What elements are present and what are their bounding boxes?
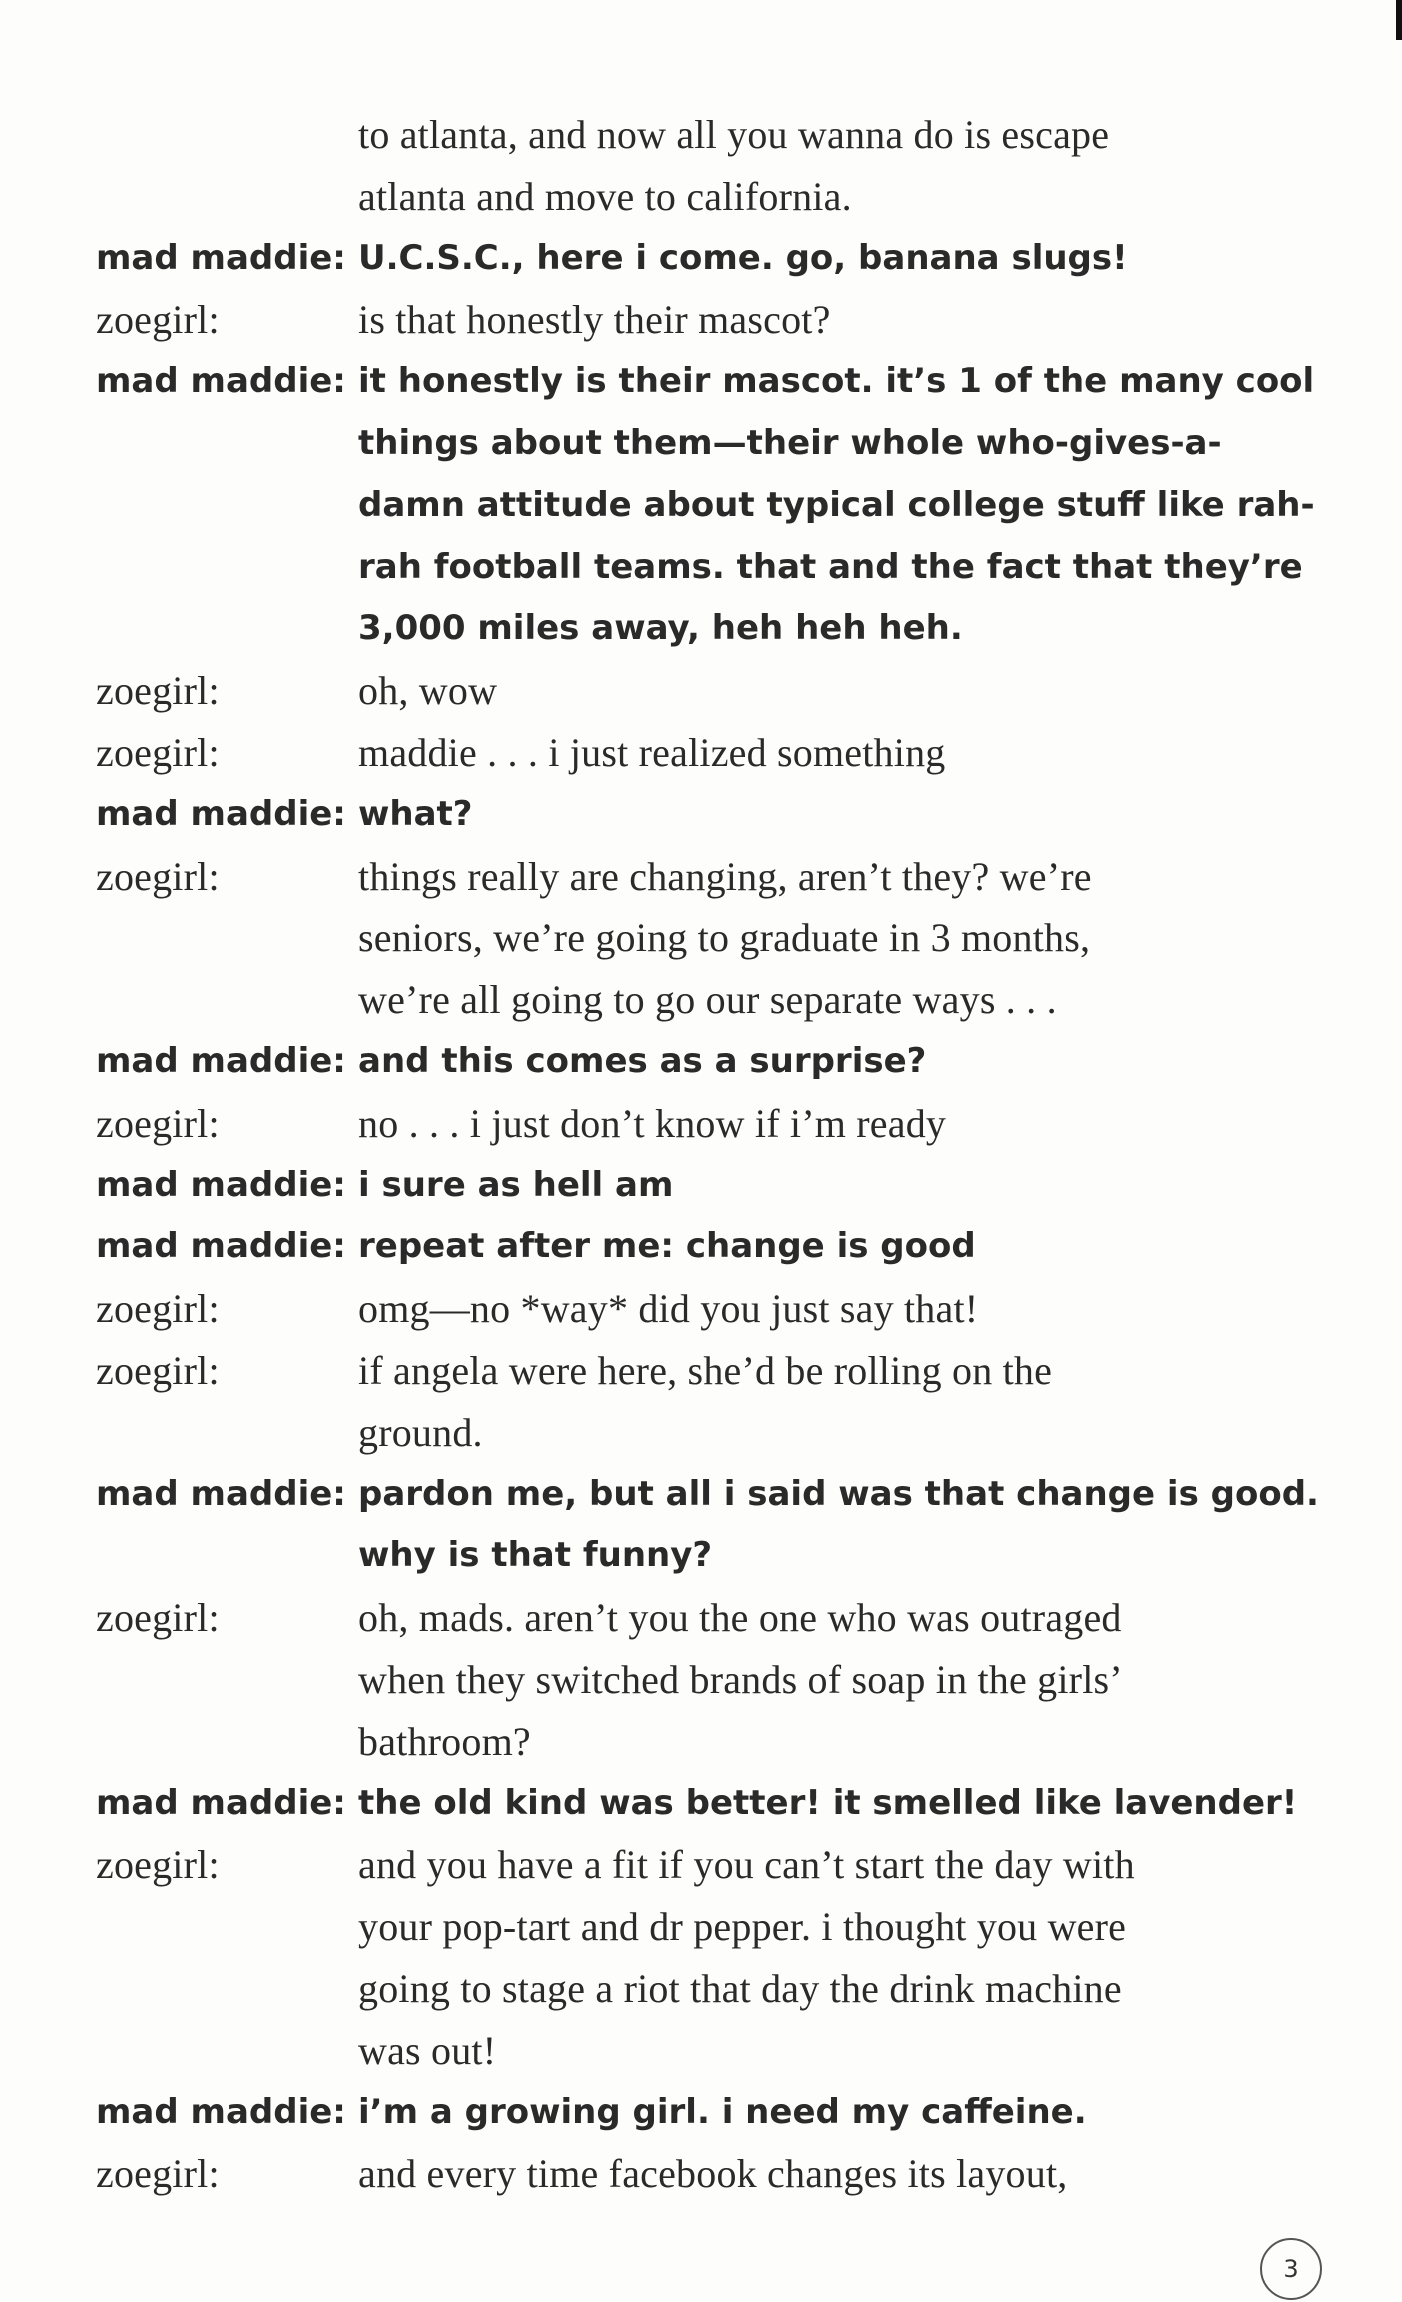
chat-line-zoegirl bbox=[96, 289, 1276, 351]
chat-line-mad-maddie bbox=[96, 1464, 1319, 1526]
speaker-name: mad maddie: bbox=[96, 793, 346, 834]
chat-line-zoegirl bbox=[96, 1340, 1276, 1402]
message-text: going to stage a riot that day the drink machine bbox=[358, 1965, 1122, 2011]
message-text: it honestly is their mascot. it’s 1 of the many cool bbox=[358, 361, 1315, 402]
speaker-name: zoegirl: bbox=[96, 729, 220, 775]
message-text: to atlanta, and now all you wanna do is escape bbox=[358, 112, 1110, 157]
speaker-name: zoegirl: bbox=[96, 2151, 220, 2197]
message-text: what? bbox=[358, 793, 473, 834]
message-text: is that honestly their mascot? bbox=[358, 297, 831, 343]
chat-line-mad-maddie bbox=[96, 1155, 1276, 1217]
message-text: your pop-tart and dr pepper. i thought you were bbox=[358, 1904, 1127, 1950]
chat-line-zoegirl bbox=[96, 1711, 1276, 1773]
message-text: seniors, we’re going to graduate in 3 months, bbox=[358, 915, 1091, 961]
message-text: and you have a fit if you can’t start the day with bbox=[358, 1842, 1135, 1888]
scan-edge-mark bbox=[1396, 0, 1402, 40]
message-text: 3,000 miles away, heh heh heh. bbox=[358, 608, 963, 649]
chat-line-mad-maddie bbox=[96, 1773, 1298, 1835]
chat-line-mad-maddie bbox=[96, 1525, 1276, 1587]
message-text: and every time facebook changes its layout, bbox=[358, 2151, 1068, 2197]
message-text: bathroom? bbox=[358, 1718, 531, 1764]
speaker-name: zoegirl: bbox=[96, 297, 220, 343]
message-text: U.C.S.C., here i come. go, banana slugs! bbox=[358, 237, 1128, 278]
chat-line-mad-maddie bbox=[96, 228, 1276, 290]
chat-line-zoegirl bbox=[96, 2020, 1276, 2082]
chat-line-zoegirl bbox=[96, 969, 1276, 1031]
chat-line-mad-maddie bbox=[96, 1216, 1276, 1278]
chat-line-mad-maddie bbox=[96, 784, 1276, 846]
message-text: maddie . . . i just realized something bbox=[358, 729, 946, 775]
chat-line-mad-maddie bbox=[96, 475, 1315, 537]
chat-line-zoegirl bbox=[96, 907, 1276, 969]
chat-line-zoegirl bbox=[96, 104, 1276, 166]
page-number: 3 bbox=[1260, 2238, 1322, 2300]
speaker-name: mad maddie: bbox=[96, 1164, 346, 1205]
message-text: things really are changing, aren’t they? we’re bbox=[358, 853, 1092, 899]
chat-line-zoegirl bbox=[96, 1649, 1276, 1711]
message-text: rah football teams. that and the fact that they’re bbox=[358, 546, 1303, 587]
chat-transcript bbox=[96, 104, 1319, 2205]
message-text: oh, mads. aren’t you the one who was outraged bbox=[358, 1595, 1122, 1641]
message-text: omg—no *way* did you just say that! bbox=[358, 1286, 979, 1332]
speaker-name: mad maddie: bbox=[96, 1473, 346, 1514]
chat-line-zoegirl bbox=[96, 1834, 1276, 1896]
message-text: was out! bbox=[358, 2027, 497, 2073]
speaker-name: mad maddie: bbox=[96, 2091, 346, 2132]
chat-line-mad-maddie bbox=[96, 413, 1276, 475]
message-text: ground. bbox=[358, 1409, 483, 1455]
message-text: pardon me, but all i said was that change is good. bbox=[358, 1473, 1319, 1514]
speaker-name: zoegirl: bbox=[96, 668, 220, 714]
chat-line-zoegirl bbox=[96, 1278, 1276, 1340]
message-text: we’re all going to go our separate ways . . . bbox=[358, 977, 1057, 1023]
chat-line-mad-maddie bbox=[96, 351, 1315, 413]
message-text: things about them—their whole who-gives-a- bbox=[358, 422, 1222, 463]
message-text: repeat after me: change is good bbox=[358, 1226, 976, 1267]
speaker-name: zoegirl: bbox=[96, 1347, 220, 1393]
message-text: atlanta and move to california. bbox=[358, 173, 852, 219]
message-text: and this comes as a surprise? bbox=[358, 1040, 927, 1081]
chat-line-zoegirl bbox=[96, 660, 1276, 722]
speaker-name: mad maddie: bbox=[96, 361, 346, 402]
chat-line-zoegirl bbox=[96, 1587, 1276, 1649]
speaker-name: mad maddie: bbox=[96, 1040, 346, 1081]
message-text: oh, wow bbox=[358, 668, 498, 714]
chat-line-zoegirl bbox=[96, 1093, 1276, 1155]
speaker-name: mad maddie: bbox=[96, 237, 346, 278]
chat-line-zoegirl bbox=[96, 722, 1276, 784]
message-text: no . . . i just don’t know if i’m ready bbox=[358, 1100, 947, 1146]
message-text: when they switched brands of soap in the girls’ bbox=[358, 1656, 1123, 1702]
speaker-name: zoegirl: bbox=[96, 1842, 220, 1888]
chat-line-zoegirl bbox=[96, 846, 1276, 908]
message-text: i sure as hell am bbox=[358, 1164, 674, 1205]
chat-line-mad-maddie bbox=[96, 1031, 1276, 1093]
speaker-name: zoegirl: bbox=[96, 1286, 220, 1332]
chat-line-zoegirl bbox=[96, 1958, 1276, 2020]
speaker-name: zoegirl: bbox=[96, 1100, 220, 1146]
message-text: the old kind was better! it smelled like lavender! bbox=[358, 1782, 1298, 1823]
message-text: why is that funny? bbox=[358, 1535, 713, 1576]
speaker-name: zoegirl: bbox=[96, 1595, 220, 1641]
speaker-name: mad maddie: bbox=[96, 1782, 346, 1823]
chat-line-mad-maddie bbox=[96, 537, 1303, 599]
message-text: i’m a growing girl. i need my caffeine. bbox=[358, 2091, 1087, 2132]
message-text: if angela were here, she’d be rolling on the bbox=[358, 1347, 1053, 1393]
chat-line-zoegirl bbox=[96, 2143, 1276, 2205]
speaker-name: zoegirl: bbox=[96, 853, 220, 899]
speaker-name: mad maddie: bbox=[96, 1226, 346, 1267]
chat-line-zoegirl bbox=[96, 1896, 1276, 1958]
chat-line-mad-maddie bbox=[96, 598, 1276, 660]
chat-line-mad-maddie bbox=[96, 2082, 1276, 2144]
chat-line-zoegirl bbox=[96, 1402, 1276, 1464]
chat-line-zoegirl bbox=[96, 166, 1276, 228]
message-text: damn attitude about typical college stuff like rah- bbox=[358, 484, 1315, 525]
